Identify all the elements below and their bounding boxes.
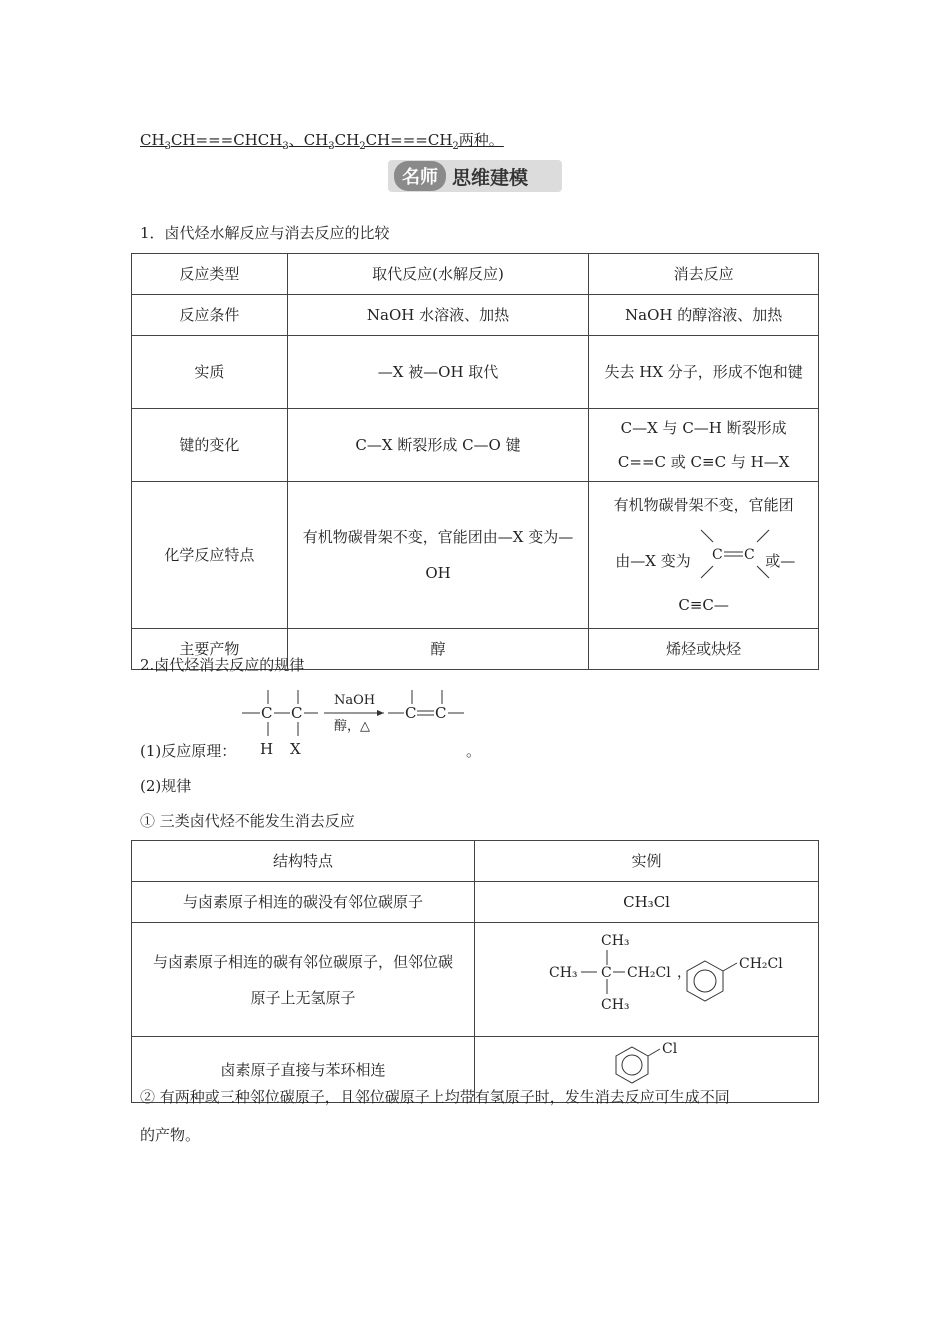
row-label: 实质 <box>132 336 288 409</box>
intro-products-line: $CH_3CH===CHCH_3$、$CH_3CH_2CH===CH_2$两种。 <box>140 131 504 152</box>
substitution-cell: NaOH 水溶液、加热 <box>287 295 589 336</box>
table-row <box>132 336 819 409</box>
product-c1: C <box>405 704 417 722</box>
chlorobenzene-structure <box>602 1037 692 1089</box>
table-row <box>132 482 819 629</box>
sentence-end: 。 <box>466 742 482 760</box>
substitution-cell: —X 被—OH 取代 <box>287 336 589 409</box>
substitution-cell: 有机物碳骨架不变，官能团由—X 变为—OH <box>287 482 589 629</box>
reaction-principle-label: (1)反应原理： <box>140 742 237 760</box>
row-label: 反应条件 <box>132 295 288 336</box>
header-cell: 反应类型 <box>132 254 288 295</box>
comparison-table <box>131 253 819 670</box>
example-cell <box>475 923 819 1037</box>
product-c2: C <box>435 704 447 722</box>
atom-c-left: C <box>261 704 273 722</box>
condition-label: 醇，△ <box>334 719 370 734</box>
separator: ， <box>676 965 691 981</box>
table-row <box>132 882 819 923</box>
example-cell: CH₃Cl <box>475 882 819 923</box>
benzyl-ch2cl: CH₂Cl <box>738 956 783 972</box>
bond-change-line1: C—X 与 C—H 断裂形成 <box>620 419 787 437</box>
alkene-c1: C <box>712 547 724 563</box>
ch3-top: CH₃ <box>600 933 630 949</box>
atom-x: X <box>290 740 301 758</box>
alkene-c2: C <box>744 547 756 563</box>
table-row <box>132 295 819 336</box>
ch3-bottom: CH₃ <box>600 997 630 1013</box>
header-cell: 消去反应 <box>589 254 819 295</box>
header-cell: 结构特点 <box>132 841 475 882</box>
banner-tag: 名师 <box>394 161 446 191</box>
alkene-structure <box>695 526 773 584</box>
ch3-left: CH₃ <box>548 965 578 981</box>
feature-cell: 与卤素原子相连的碳有邻位碳原子，但邻位碳原子上无氢原子 <box>132 923 475 1037</box>
elimination-cell: 失去 HX 分子，形成不饱和键 <box>589 336 819 409</box>
header-cell: 实例 <box>475 841 819 882</box>
chloro-label: Cl <box>661 1041 677 1057</box>
rule-1: ① 三类卤代烃不能发生消去反应 <box>140 812 355 830</box>
feature-line1: 有机物碳骨架不变，官能团 <box>613 496 794 514</box>
neopentyl-benzyl-structures <box>497 923 797 1023</box>
substitution-cell: 醇 <box>287 629 589 670</box>
row-label: 化学反应特点 <box>132 482 288 629</box>
atom-c-right: C <box>291 704 303 722</box>
elimination-cell <box>589 482 819 629</box>
substitution-cell: C—X 断裂形成 C—O 键 <box>287 409 589 482</box>
feature-line3: C≡C— <box>678 596 729 614</box>
elimination-cell <box>589 409 819 482</box>
feature-line2: 由—X 变为 C C 或— <box>595 520 812 590</box>
section1-heading: 1．卤代烃水解反应与消去反应的比较 <box>140 224 390 242</box>
section2-heading: 2.卤代烃消去反应的规律 <box>140 656 305 674</box>
table-row <box>132 254 819 295</box>
rule-heading: (2)规律 <box>140 777 192 795</box>
no-elimination-table <box>131 840 819 1103</box>
reagent-label: NaOH <box>334 693 376 708</box>
rule-2-line1: ② 有两种或三种邻位碳原子，且邻位碳原子上均带有氢原子时，发生消去反应可生成不同 <box>140 1088 730 1106</box>
table-row <box>132 923 819 1037</box>
banner-title: 思维建模 <box>452 166 529 189</box>
central-c: C <box>600 965 612 981</box>
atom-h: H <box>260 740 274 758</box>
ch2cl: CH₂Cl <box>626 965 671 981</box>
row-label: 键的变化 <box>132 409 288 482</box>
header-cell: 取代反应(水解反应) <box>287 254 589 295</box>
bond-change-line2: C==C 或 C≡C 与 H—X <box>617 453 790 471</box>
feature-cell: 与卤素原子相连的碳没有邻位碳原子 <box>132 882 475 923</box>
elimination-cell: 烯烃或炔烃 <box>589 629 819 670</box>
table-row <box>132 409 819 482</box>
table-row <box>132 841 819 882</box>
section-banner <box>388 160 562 192</box>
elimination-cell: NaOH 的醇溶液、加热 <box>589 295 819 336</box>
row-label: 主要产物 <box>132 629 288 670</box>
rule-2-line2: 的产物。 <box>140 1126 201 1144</box>
elimination-reaction-diagram <box>238 682 478 762</box>
feature-cell: 卤素原子直接与苯环相连 <box>132 1037 475 1103</box>
